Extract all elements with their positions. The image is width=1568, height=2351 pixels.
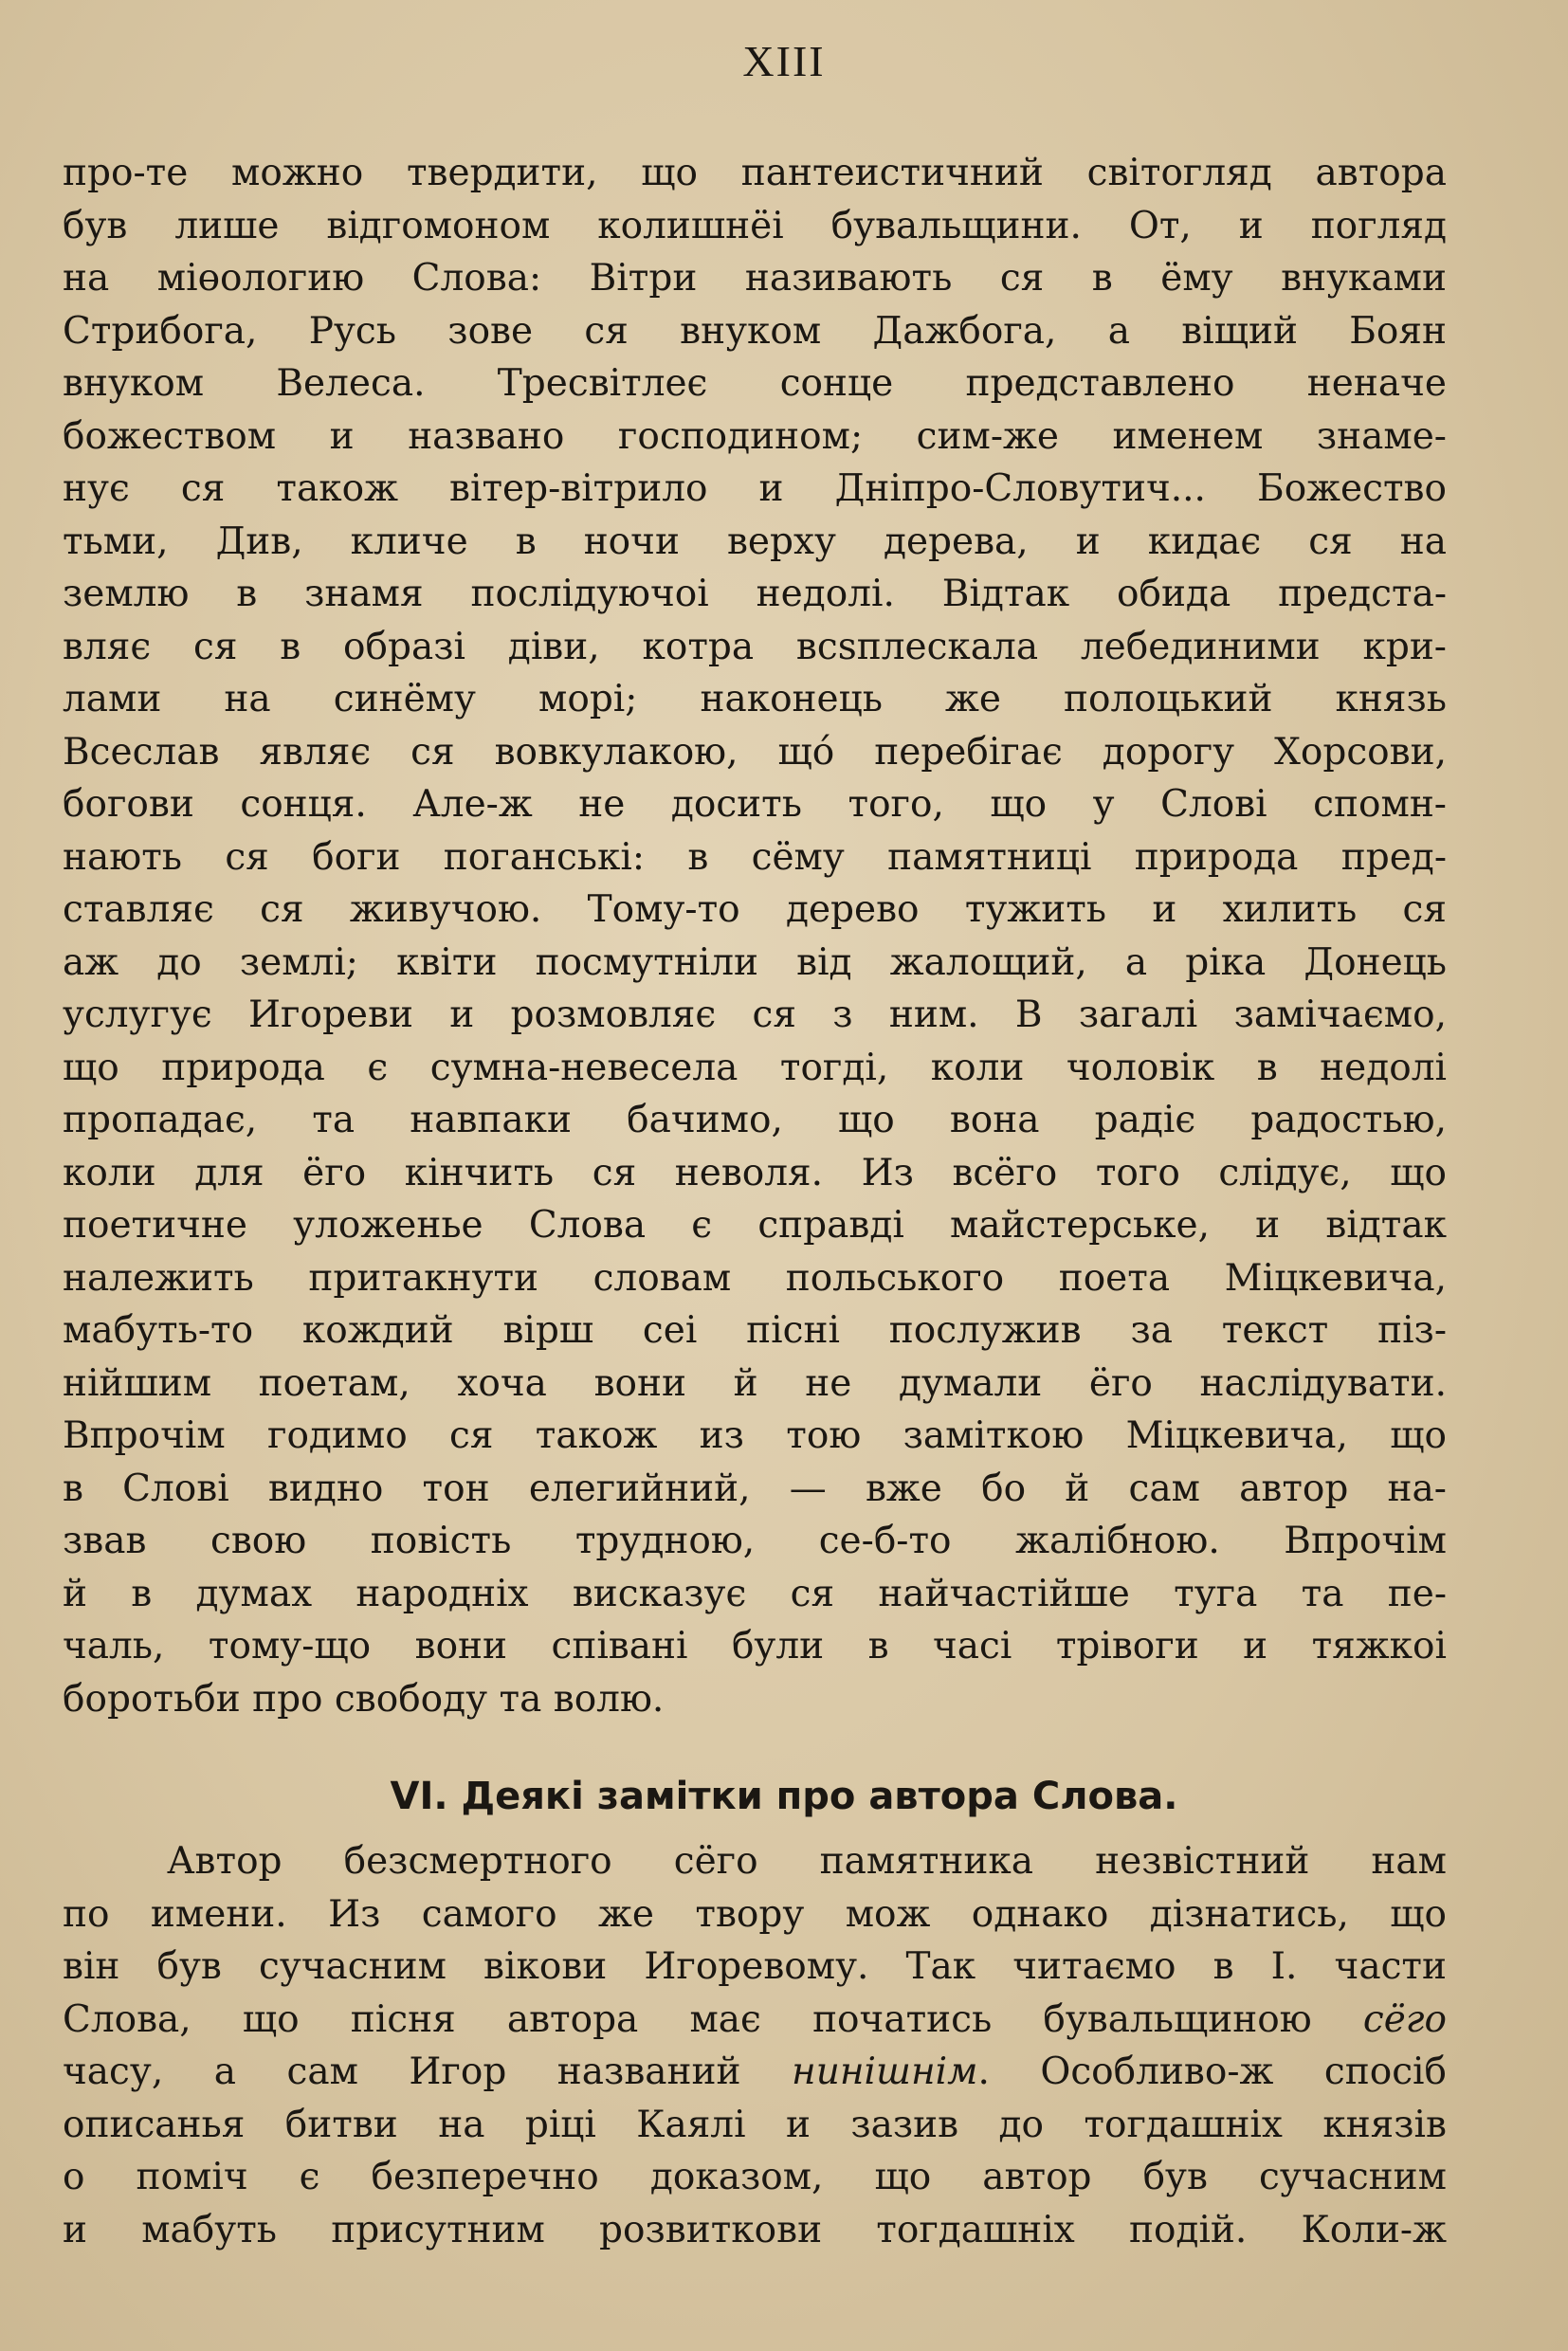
text-line: по имени. Из самого же твору мож однако дізнатись, що xyxy=(63,1892,1447,1936)
text-segment: Слова, що пісня автора має початись бувальщиною xyxy=(63,1997,1363,2041)
text-line: лами на синёму морі; наконець же полоцький князь xyxy=(63,678,1447,720)
text-line: нають ся боги поганські: в сёму памятниці природа пред- xyxy=(63,835,1447,879)
text-line: мабуть-то кождий вірш сеі пісні послужив за текст піз- xyxy=(63,1309,1447,1352)
page-number: XIII xyxy=(742,37,826,85)
text-line: нує ся також вітер-вітрило и Дніпро-Словутич... Божество xyxy=(63,467,1447,510)
text-line: пропадає, та навпаки бачимо, що вона радіє радостью, xyxy=(63,1099,1447,1141)
text-line xyxy=(63,2046,1447,2099)
text-line: аж до землі; квіти посмутніли від жалощий, а ріка Донець xyxy=(63,940,1447,984)
text-line: нійшим поетам, хоча вони й не думали ёго наслідувати. xyxy=(63,1361,1447,1405)
text-line: Впрочім годимо ся також из тою заміткою Міцкевича, що xyxy=(63,1414,1447,1457)
text-line: божеством и названо господином; сим-же именем знаме- xyxy=(63,414,1447,458)
text-line: в Слові видно тон елегийний, — вже бо й сам автор на- xyxy=(63,1467,1447,1510)
text-line: внуком Велеса. Тресвітлеє сонце представлено неначе xyxy=(63,362,1447,405)
text-line: описанья битви на ріці Каялі и зазив до тогдашніх князів xyxy=(63,2103,1447,2146)
text-line: вляє ся в образі діви, котра вcsплескала лебединими кри- xyxy=(63,625,1447,668)
paragraph-mythology xyxy=(63,147,1447,1725)
text-line: він був сучасним вікови Игоревому. Так читаємо в І. части xyxy=(63,1945,1447,1988)
text-line: коли для ёго кінчить ся неволя. Из всёго того слідує, що xyxy=(63,1151,1447,1194)
text-line xyxy=(63,1994,1447,2047)
text-line: услугує Игореви и розмовляє ся з ним. В загалі замічаємо, xyxy=(63,993,1447,1036)
text-line: и мабуть присутним розвиткови тогдашніх подій. Коли-ж xyxy=(63,2208,1447,2251)
text-line: Стрибога, Русь зове ся внуком Дажбога, а віщий Боян xyxy=(63,309,1447,353)
text-line: поетичне уложенье Слова є справді майстерське, и відтак xyxy=(63,1204,1447,1247)
text-line: звав свою повість трудною, се-б-то жалібною. Впрочім xyxy=(63,1520,1447,1562)
text-line: о поміч є безперечно доказом, що автор був сучасним xyxy=(63,2156,1447,2198)
text-line: був лише відгомоном колишнёі бувальщини. От, и погляд xyxy=(63,204,1447,247)
text-segment: . Особливо-ж спосіб xyxy=(977,2050,1447,2093)
italic-word: нинішнім xyxy=(792,2050,978,2093)
text-line: що природа є сумна-невесела тогді, коли чоловік в недолі xyxy=(63,1046,1447,1089)
text-line: про-те можно твердити, що пантеистичний світогляд автора xyxy=(63,152,1447,194)
text-line: богови сонця. Але-ж не досить того, що у Слові спомн- xyxy=(63,783,1447,826)
text-segment: часу, а сам Игор названий xyxy=(63,2050,793,2093)
section-heading: VI. Деякі замітки про автора Слова. xyxy=(390,1775,1178,1818)
text-line: Автор безсмертного сёго памятника незвістний нам xyxy=(167,1840,1447,1883)
text-line: тьми, Див, кличе в ночи верху дерева, и кидає ся на xyxy=(63,519,1447,563)
text-line: й в думах народніх висказує ся найчастійше туга та пе- xyxy=(63,1572,1447,1615)
italic-word: сёго xyxy=(1362,1997,1447,2041)
paragraph-author xyxy=(63,1835,1447,2256)
text-line: землю в знамя послідуючоі недолі. Відтак обида предста- xyxy=(63,573,1447,615)
text-line: ставляє ся живучою. Тому-то дерево тужить и хилить ся xyxy=(63,888,1447,931)
text-line: належить притакнути словам польського поета Міцкевича, xyxy=(63,1256,1447,1300)
text-line: Всеслав являє ся вовкулакою, щó перебігає дорогу Хорсови, xyxy=(63,730,1447,774)
text-line: чаль, тому-що вони співані були в часі трівоги и тяжкоі xyxy=(63,1625,1447,1668)
text-line: на міөологию Слова: Вітри називають ся в ёму внуками xyxy=(63,257,1447,300)
text-line: боротьби про свободу та волю. xyxy=(63,1677,665,1721)
